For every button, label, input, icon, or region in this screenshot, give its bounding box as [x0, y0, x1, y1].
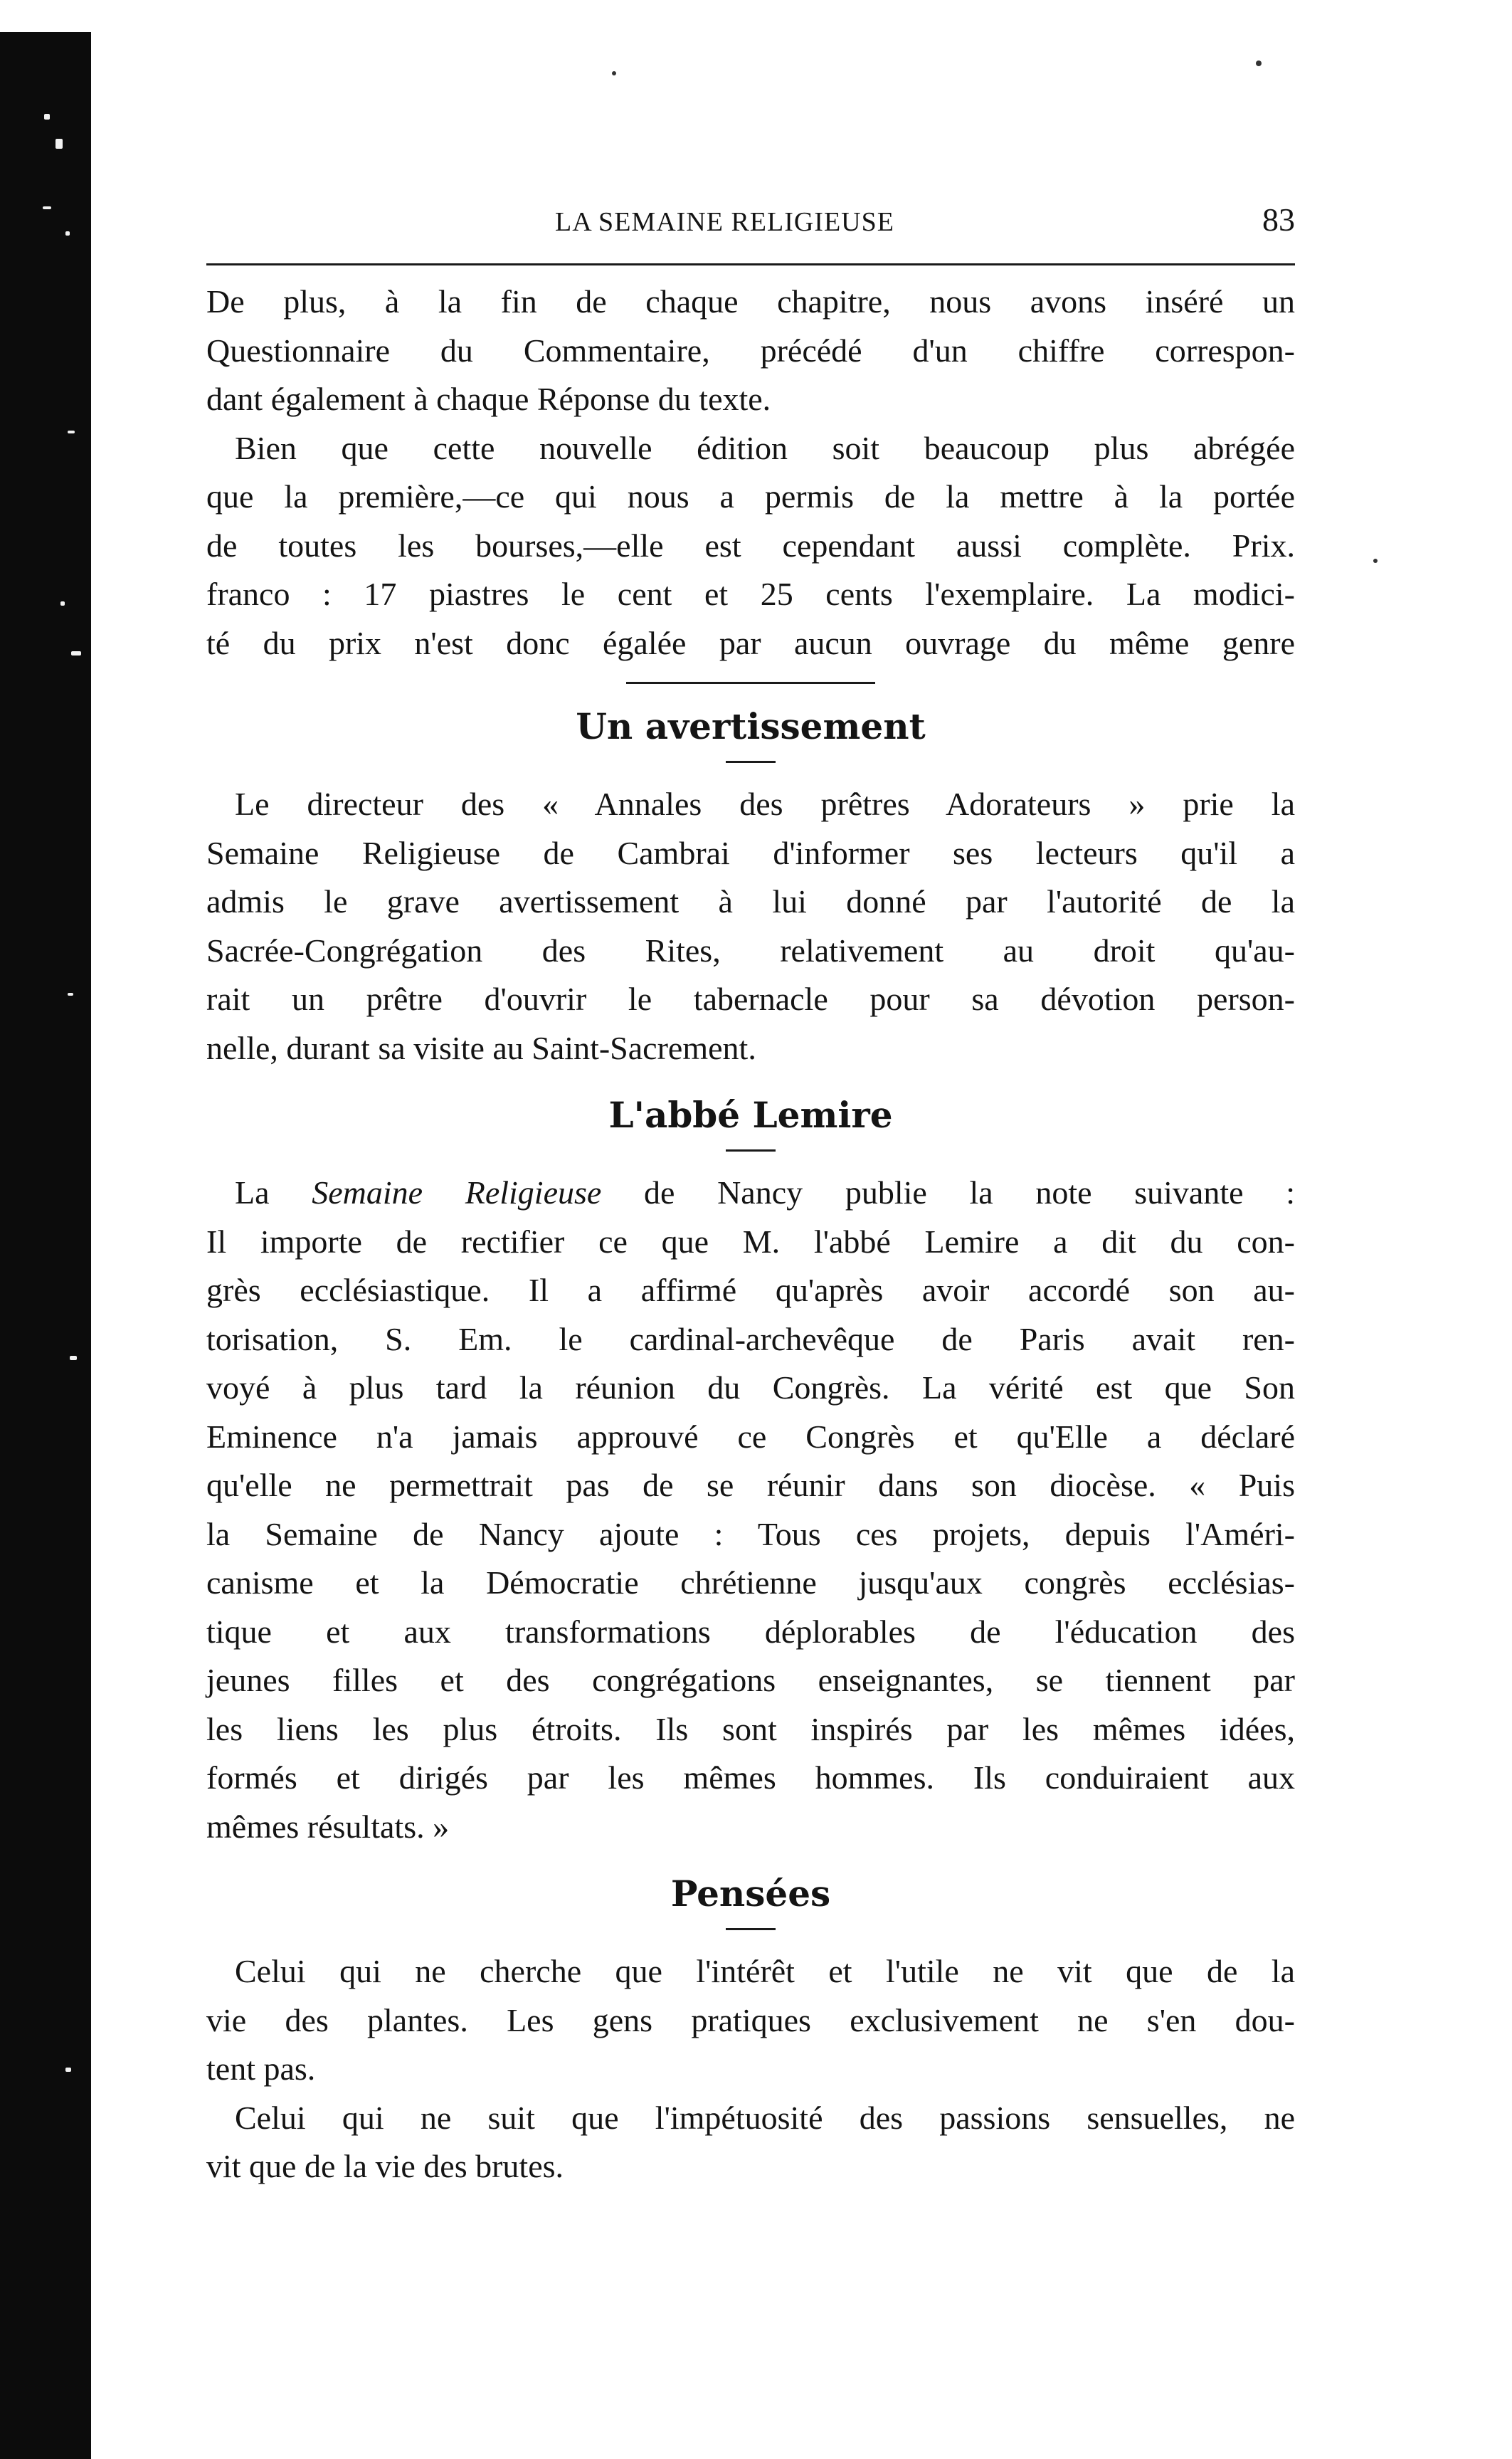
page-header [206, 185, 1295, 263]
binding-speck [68, 431, 75, 433]
text-line: franco : 17 piastres le cent et 25 cents l'exemplaire. La modici- [206, 576, 1295, 612]
text-line: Semaine Religieuse de Cambrai d'informer ses lecteurs qu'il a [206, 834, 1295, 871]
title-rule [726, 1149, 776, 1152]
text-line: que la première,—ce qui nous a permis de la mettre à la portée [206, 478, 1295, 515]
text-line: voyé à plus tard la réunion du Congrès. La vérité est que Son [206, 1369, 1295, 1406]
text-line: Celui qui ne cherche que l'intérêt et l'utile ne vit que de la [235, 1953, 1295, 1989]
binding-speck [55, 139, 63, 149]
text-line: Sacrée-Congrégation des Rites, relativement au droit qu'au- [206, 932, 1295, 969]
text-line: la Semaine de Nancy ajoute : Tous ces projets, depuis l'Améri- [206, 1515, 1295, 1552]
publication-title: Semaine Religieuse [312, 1174, 602, 1211]
text-line: Celui qui ne suit que l'impétuosité des passions sensuelles, ne [235, 2099, 1295, 2136]
text-line: té du prix n'est donc égalée par aucun ouvrage du même genre [206, 624, 1295, 661]
text-line: mêmes résultats. » [206, 1808, 450, 1845]
binding-edge [0, 32, 91, 2459]
intro-paragraphs [206, 278, 1295, 668]
text-line: vie des plantes. Les gens pratiques exclusivement ne s'en dou- [206, 2001, 1295, 2038]
binding-speck [60, 601, 65, 606]
paper-speck [1373, 559, 1378, 563]
text-line: De plus, à la fin de chaque chapitre, nous avons inséré un [206, 283, 1295, 320]
text-line: rait un prêtre d'ouvrir le tabernacle pour sa dévotion person- [206, 981, 1295, 1017]
text-line: grès ecclésiastique. Il a affirmé qu'après avoir accordé son au- [206, 1272, 1295, 1308]
pensees-paragraph [206, 1947, 1295, 2191]
avertissement-paragraph [206, 780, 1295, 1073]
text-line: les liens les plus étroits. Ils sont inspirés par les mêmes idées, [206, 1710, 1295, 1747]
text-line: tique et aux transformations déplorables de l'éducation des [206, 1613, 1295, 1650]
header-rule [206, 263, 1295, 265]
title-rule [726, 761, 776, 763]
text-line: qu'elle ne permettrait pas de se réunir dans son diocèse. « Puis [206, 1467, 1295, 1503]
binding-speck [70, 1356, 77, 1360]
text-line: Le directeur des « Annales des prêtres Adorateurs » prie la [235, 786, 1295, 822]
binding-speck [43, 206, 51, 209]
text-line [206, 1169, 1295, 1218]
text-line: Il importe de rectifier ce que M. l'abbé Lemire a dit du con- [206, 1223, 1295, 1260]
text-line: nelle, durant sa visite au Saint-Sacrement. [206, 1029, 756, 1066]
title-rule [726, 1928, 776, 1930]
text-run: de Nancy publie la note suivante : [601, 1174, 1295, 1211]
lemire-paragraph [206, 1169, 1295, 1851]
binding-speck [71, 651, 81, 655]
section-title-pensees: Pensées [670, 1873, 831, 1915]
text-line: formés et dirigés par les mêmes hommes. Ils conduiraient aux [206, 1759, 1295, 1796]
binding-speck [44, 114, 50, 120]
paper-speck [612, 71, 616, 75]
section-divider [626, 682, 875, 684]
text-line: torisation, S. Em. le cardinal-archevêque de Paris avait ren- [206, 1320, 1295, 1357]
binding-speck [65, 2068, 71, 2072]
section-title-lemire: L'abbé Lemire [608, 1094, 893, 1136]
text-line: Eminence n'a jamais approuvé ce Congrès et qu'Elle a déclaré [206, 1418, 1295, 1455]
text-line: de toutes les bourses,—elle est cependant aussi complète. Prix. [206, 527, 1295, 564]
paper-speck [1256, 60, 1262, 66]
text-line: canisme et la Démocratie chrétienne jusqu'aux congrès ecclésias- [206, 1564, 1295, 1601]
text-run: La [235, 1174, 312, 1211]
running-head: LA SEMAINE RELIGIEUSE [555, 207, 894, 237]
text-line: vit que de la vie des brutes. [206, 2148, 564, 2184]
text-line: jeunes filles et des congrégations enseignantes, se tiennent par [206, 1662, 1295, 1698]
text-line: Questionnaire du Commentaire, précédé d'un chiffre correspon- [206, 332, 1295, 369]
text-line: tent pas. [206, 2050, 316, 2087]
binding-speck [65, 231, 70, 236]
text-line: admis le grave avertissement à lui donné par l'autorité de la [206, 883, 1295, 920]
book-page [206, 185, 1295, 2191]
text-line: Bien que cette nouvelle édition soit beaucoup plus abrégée [235, 429, 1295, 466]
section-title-avertissement: Un avertissement [576, 705, 926, 747]
binding-speck [68, 993, 73, 996]
text-line: dant également à chaque Réponse du texte. [206, 381, 771, 417]
page-number: 83 [1262, 201, 1295, 238]
